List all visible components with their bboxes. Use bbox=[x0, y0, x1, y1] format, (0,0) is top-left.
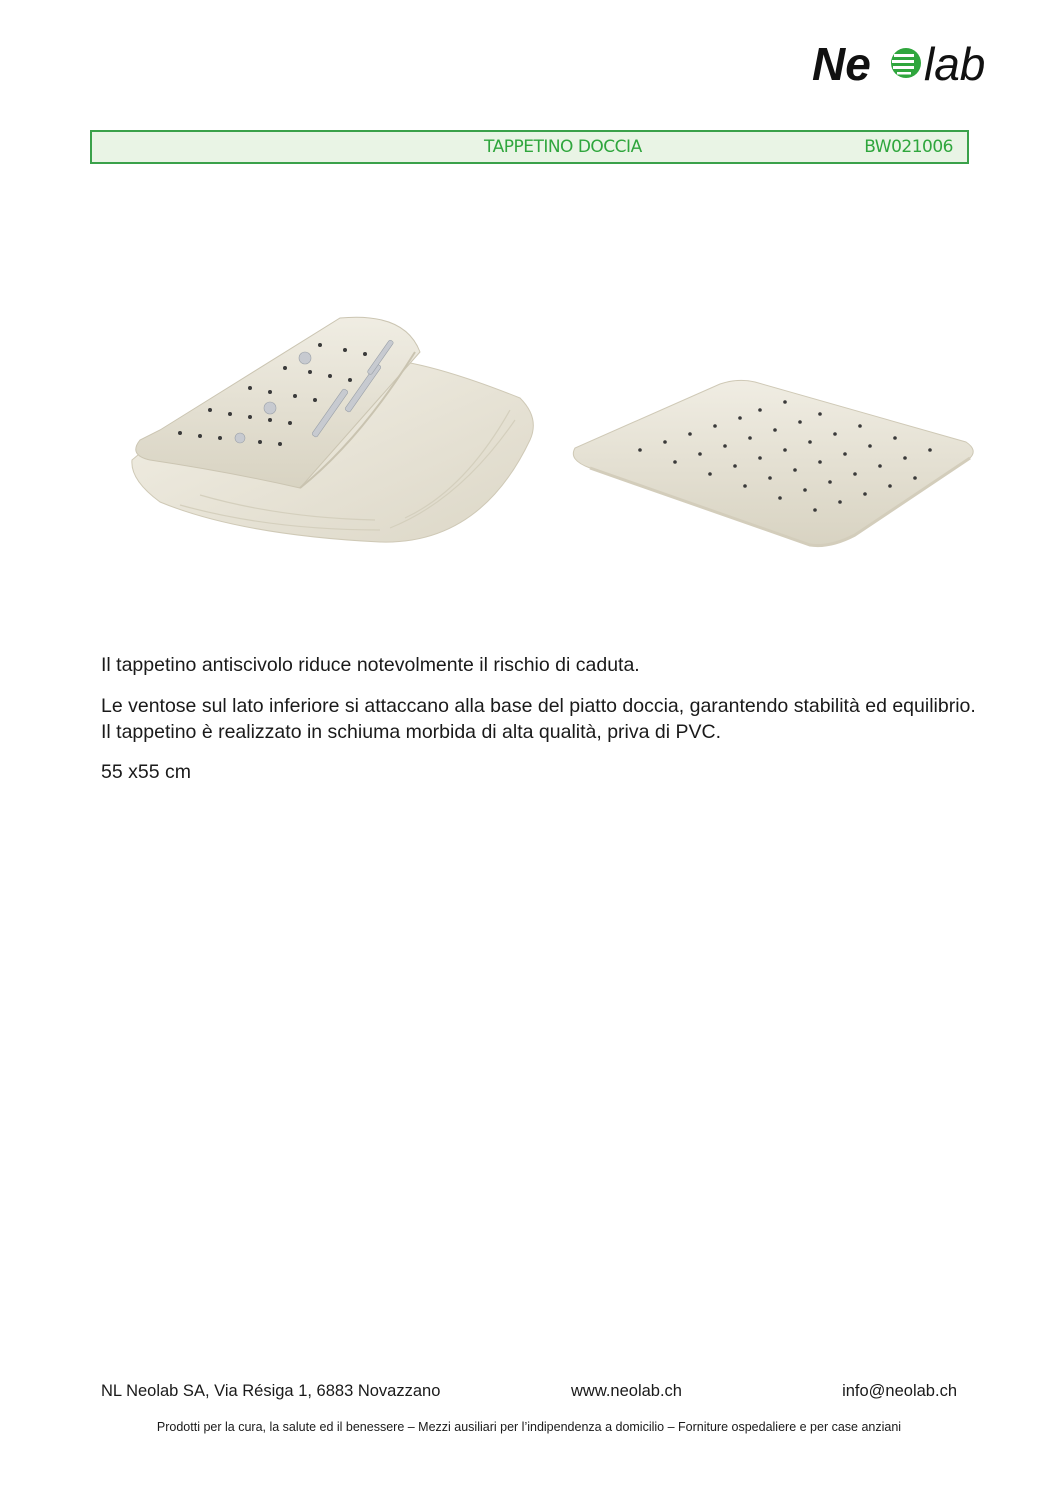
footer-address: NL Neolab SA, Via Résiga 1, 6883 Novazzano bbox=[101, 1382, 441, 1400]
logo-o-icon bbox=[891, 48, 921, 78]
footer-tagline: Prodotti per la cura, la salute ed il benessere – Mezzi ausiliari per l’indipendenza a domicilio – Forniture ospedaliere e per case anziani bbox=[156, 1420, 902, 1434]
product-code: BW021006 bbox=[864, 137, 953, 157]
product-title-bar bbox=[90, 130, 969, 164]
footer-contact bbox=[101, 1382, 957, 1404]
product-description bbox=[101, 652, 981, 785]
description-summary: Il tappetino antiscivolo riduce notevolmente il rischio di caduta. bbox=[101, 654, 640, 676]
footer-email-link[interactable]: info@neolab.ch bbox=[842, 1382, 957, 1400]
footer-website-link[interactable]: www.neolab.ch bbox=[571, 1382, 682, 1400]
product-size: 55 x55 cm bbox=[101, 761, 191, 783]
product-title: TAPPETINO DOCCIA bbox=[484, 137, 642, 157]
logo-suffix: lab bbox=[924, 38, 986, 90]
description-details: Le ventose sul lato inferiore si attaccano alla base del piatto doccia, garantendo stabilità ed equilibrio. Il tappetino è realizzato in schiuma morbida di alta qualità, priva di PVC. bbox=[101, 695, 976, 743]
neolab-logo bbox=[810, 32, 1020, 94]
shower-mat-image bbox=[120, 290, 980, 570]
logo-prefix: Ne bbox=[812, 38, 871, 90]
